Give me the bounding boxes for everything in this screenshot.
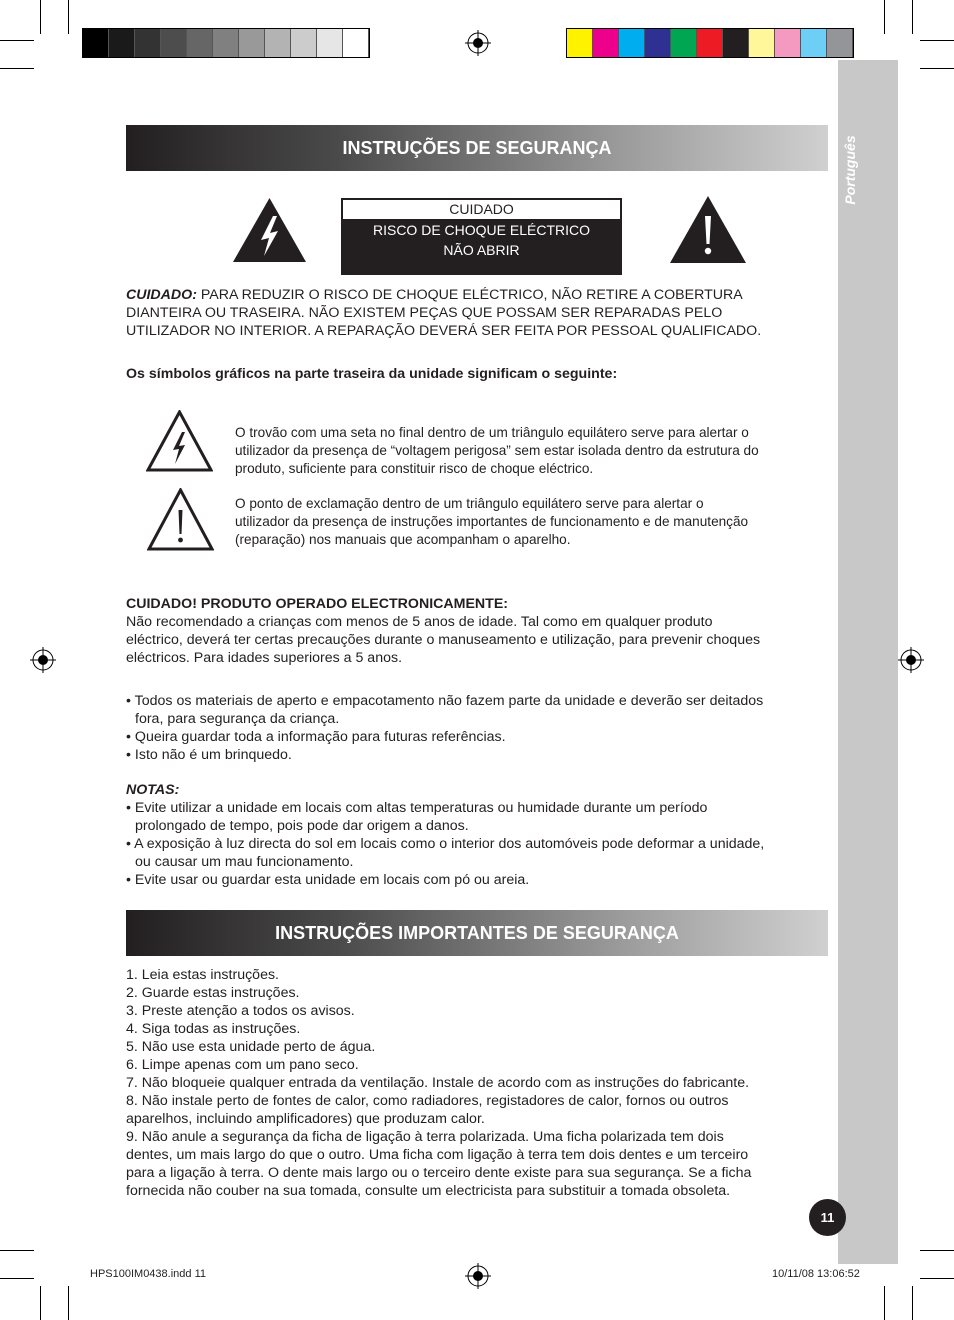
note-item: • Evite utilizar a unidade em locais com altas temperaturas ou humidade durante um período: [126, 800, 708, 816]
description-line: (reparação) nos manuais que acompanham o aparelho.: [235, 532, 571, 547]
crop-mark: [68, 0, 69, 34]
note-item: • Evite usar ou guardar esta unidade em locais com pó ou areia.: [126, 872, 530, 888]
instruction-item: 5. Não use esta unidade perto de água.: [126, 1039, 376, 1055]
notes-heading: NOTAS:: [126, 782, 180, 798]
registration-mark-icon: [898, 647, 924, 673]
color-swatch: [343, 29, 369, 57]
color-swatch: [749, 29, 775, 57]
color-swatch: [775, 29, 801, 57]
exclamation-symbol-description: [235, 495, 748, 549]
crop-mark: [0, 68, 34, 69]
note-item: • A exposição à luz directa do sol em locais como o interior dos automóveis pode deformar a unidade,: [126, 836, 765, 852]
footer-file-info: HPS100IM0438.indd 11: [90, 1268, 206, 1280]
crop-mark: [920, 1250, 954, 1251]
color-swatch: [265, 29, 291, 57]
electronic-line: eléctrico, deverá ter certas precauções durante o manuseamento e utilização, para prevenir choques: [126, 632, 761, 648]
color-swatch: [83, 29, 109, 57]
exclamation-warning-icon: [670, 196, 746, 263]
crop-mark: [0, 40, 34, 41]
symbols-heading: Os símbolos gráficos na parte traseira da unidade significam o seguinte:: [126, 366, 618, 382]
instruction-item: aparelhos, incluindo amplificadores) que produzam calor.: [126, 1111, 485, 1127]
color-swatch: [317, 29, 343, 57]
bullet-item: • Isto não é um brinquedo.: [126, 747, 292, 763]
safety-bullets: [126, 692, 763, 764]
language-label: Português: [842, 135, 858, 205]
caution-text: PARA REDUZIR O RISCO DE CHOQUE ELÉCTRICO, NÃO RETIRE A COBERTURA: [196, 287, 743, 303]
registration-mark-icon: [30, 647, 56, 673]
electronic-line: Não recomendado a crianças com menos de 5 anos de idade. Tal como em qualquer produto: [126, 614, 713, 630]
color-swatch: [161, 29, 187, 57]
instruction-item: 9. Não anule a segurança da ficha de ligação à terra polarizada. Uma ficha polarizada tem dois: [126, 1129, 724, 1145]
crop-mark: [920, 68, 954, 69]
instruction-item: 4. Siga todas as instruções.: [126, 1021, 301, 1037]
caution-label-line: NÃO ABRIR: [443, 242, 520, 258]
color-swatch: [187, 29, 213, 57]
page-number: 11: [809, 1199, 846, 1236]
lightning-warning-icon: [233, 198, 306, 262]
caution-label: CUIDADO:: [126, 287, 197, 303]
instruction-item: dentes, um mais largo do que o outro. Uma ficha com ligação à terra tem dois dentes e um terceiro: [126, 1147, 749, 1163]
color-calibration-bar: [566, 28, 854, 58]
color-swatch: [827, 29, 853, 57]
crop-mark: [40, 1286, 41, 1320]
note-item: prolongado de tempo, pois pode dar origem a danos.: [135, 818, 469, 834]
crop-mark: [884, 0, 885, 34]
description-line: produto, suficiente para constituir risco de choque eléctrico.: [235, 461, 594, 476]
section-title: INSTRUÇÕES DE SEGURANÇA: [342, 137, 612, 158]
crop-mark: [0, 1250, 34, 1251]
electronic-heading: CUIDADO! PRODUTO OPERADO ELECTRONICAMENTE:: [126, 596, 509, 612]
lightning-symbol-description: [235, 424, 759, 478]
bullet-item: • Queira guardar toda a informação para futuras referências.: [126, 729, 506, 745]
caution-label-title: CUIDADO: [343, 200, 620, 219]
color-swatch: [801, 29, 827, 57]
color-swatch: [135, 29, 161, 57]
crop-mark: [0, 1278, 34, 1279]
section-header-important-safety: [126, 910, 828, 956]
lightning-symbol-icon: [146, 410, 213, 472]
color-swatch: [213, 29, 239, 57]
instruction-item: 8. Não instale perto de fontes de calor, como radiadores, registadores de calor, fornos ou outros: [126, 1093, 729, 1109]
electronic-line: eléctricos. Para idades superiores a 5 anos.: [126, 650, 403, 666]
color-swatch: [593, 29, 619, 57]
exclamation-symbol-icon: [147, 488, 214, 551]
color-swatch: [239, 29, 265, 57]
notes-section: [126, 781, 764, 889]
crop-mark: [884, 1286, 885, 1320]
footer-date: 10/11/08 13:06:52: [772, 1268, 860, 1280]
color-swatch: [567, 29, 593, 57]
instruction-item: para a ligação à terra. O dente mais largo ou o terceiro dente existe para sua segurança. Se a ficha: [126, 1165, 752, 1181]
crop-mark: [40, 0, 41, 34]
crop-mark: [920, 1278, 954, 1279]
section-header-safety: [126, 125, 828, 171]
bullet-item: • Todos os materiais de aperto e empacotamento não fazem parte da unidade e deverão ser deitados: [126, 693, 764, 709]
instruction-item: 2. Guarde estas instruções.: [126, 985, 300, 1001]
caution-label-box: [341, 198, 622, 275]
color-swatch: [671, 29, 697, 57]
color-swatch: [697, 29, 723, 57]
color-swatch: [109, 29, 135, 57]
instruction-item: 6. Limpe apenas com um pano seco.: [126, 1057, 359, 1073]
description-line: O ponto de exclamação dentro de um triângulo equilátero serve para alertar o: [235, 496, 704, 511]
registration-mark-icon: [465, 30, 491, 56]
instructions-list: [126, 966, 751, 1200]
crop-mark: [912, 1286, 913, 1320]
description-line: utilizador da presença de “voltagem perigosa” sem estar isolada dentro da estrutura do: [235, 443, 759, 458]
color-swatch: [645, 29, 671, 57]
description-line: utilizador da presença de instruções importantes de funcionamento e de manutenção: [235, 514, 749, 529]
electronic-product-caution: [126, 595, 760, 667]
crop-mark: [912, 0, 913, 34]
instruction-item: 1. Leia estas instruções.: [126, 967, 279, 983]
crop-mark: [68, 1286, 69, 1320]
bullet-item: fora, para segurança da criança.: [135, 711, 340, 727]
caution-text: UTILIZADOR NO INTERIOR. A REPARAÇÃO DEVERÁ SER FEITA POR PESSOAL QUALIFICADO.: [126, 323, 762, 339]
instruction-item: 3. Preste atenção a todos os avisos.: [126, 1003, 355, 1019]
instruction-item: fornecida não couber na sua tomada, consulte um electricista para substituir a tomada obsoleta.: [126, 1183, 731, 1199]
registration-mark-icon: [465, 1263, 491, 1289]
caution-label-line: RISCO DE CHOQUE ELÉCTRICO: [372, 222, 591, 238]
caution-text: DIANTEIRA OU TRASEIRA. NÃO EXISTEM PEÇAS QUE POSSAM SER REPARADAS PELO: [126, 305, 723, 321]
note-item: ou causar um mau funcionamento.: [135, 854, 354, 870]
gray-color-bar: [82, 28, 370, 58]
language-side-tab: [838, 60, 898, 1264]
color-swatch: [291, 29, 317, 57]
crop-mark: [920, 40, 954, 41]
instruction-item: 7. Não bloqueie qualquer entrada da ventilação. Instale de acordo com as instruções do fabricante.: [126, 1075, 750, 1091]
description-line: O trovão com uma seta no final dentro de um triângulo equilátero serve para alertar o: [235, 425, 749, 440]
caution-paragraph: [126, 286, 828, 340]
section-title: INSTRUÇÕES IMPORTANTES DE SEGURANÇA: [275, 922, 679, 943]
color-swatch: [619, 29, 645, 57]
color-swatch: [723, 29, 749, 57]
